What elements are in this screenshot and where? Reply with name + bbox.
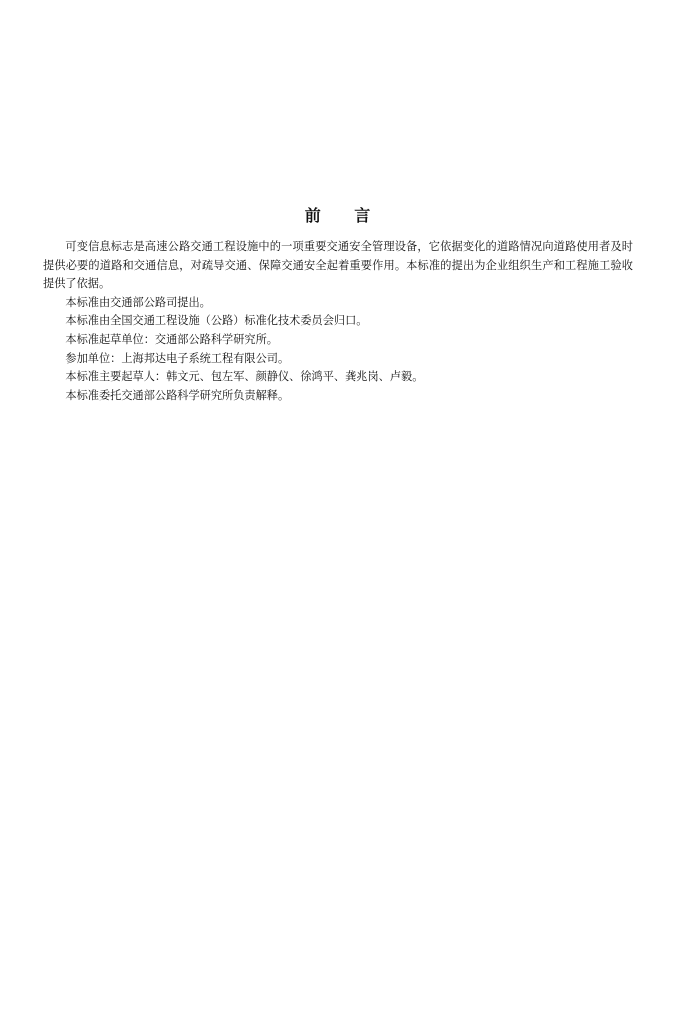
proposer-paragraph: 本标准由交通部公路司提出。 — [65, 295, 211, 309]
administrator-paragraph: 本标准由全国交通工程设施（公路）标准化技术委员会归口。 — [65, 314, 368, 328]
interpretation-paragraph: 本标准委托交通部公路科学研究所负责解释。 — [65, 388, 290, 402]
foreword-body — [43, 238, 633, 405]
drafters-paragraph: 本标准主要起草人：韩文元、包左军、颜静仪、徐鸿平、龚兆岗、卢毅。 — [65, 370, 424, 384]
intro-paragraph: 可变信息标志是高速公路交通工程设施中的一项重要交通安全管理设备，它依据变化的道路情况向道路使用者及时提供必要的道路和交通信息，对疏导交通、保障交通安全起着重要作用。本标准的提出为企业组织生产和工程施工验收提供了依据。 — [43, 240, 633, 291]
participating-unit-paragraph: 参加单位：上海邦达电子系统工程有限公司。 — [65, 351, 290, 365]
foreword-heading: 前 言 — [304, 206, 371, 225]
drafting-unit-paragraph: 本标准起草单位：交通部公路科学研究所。 — [65, 332, 278, 346]
